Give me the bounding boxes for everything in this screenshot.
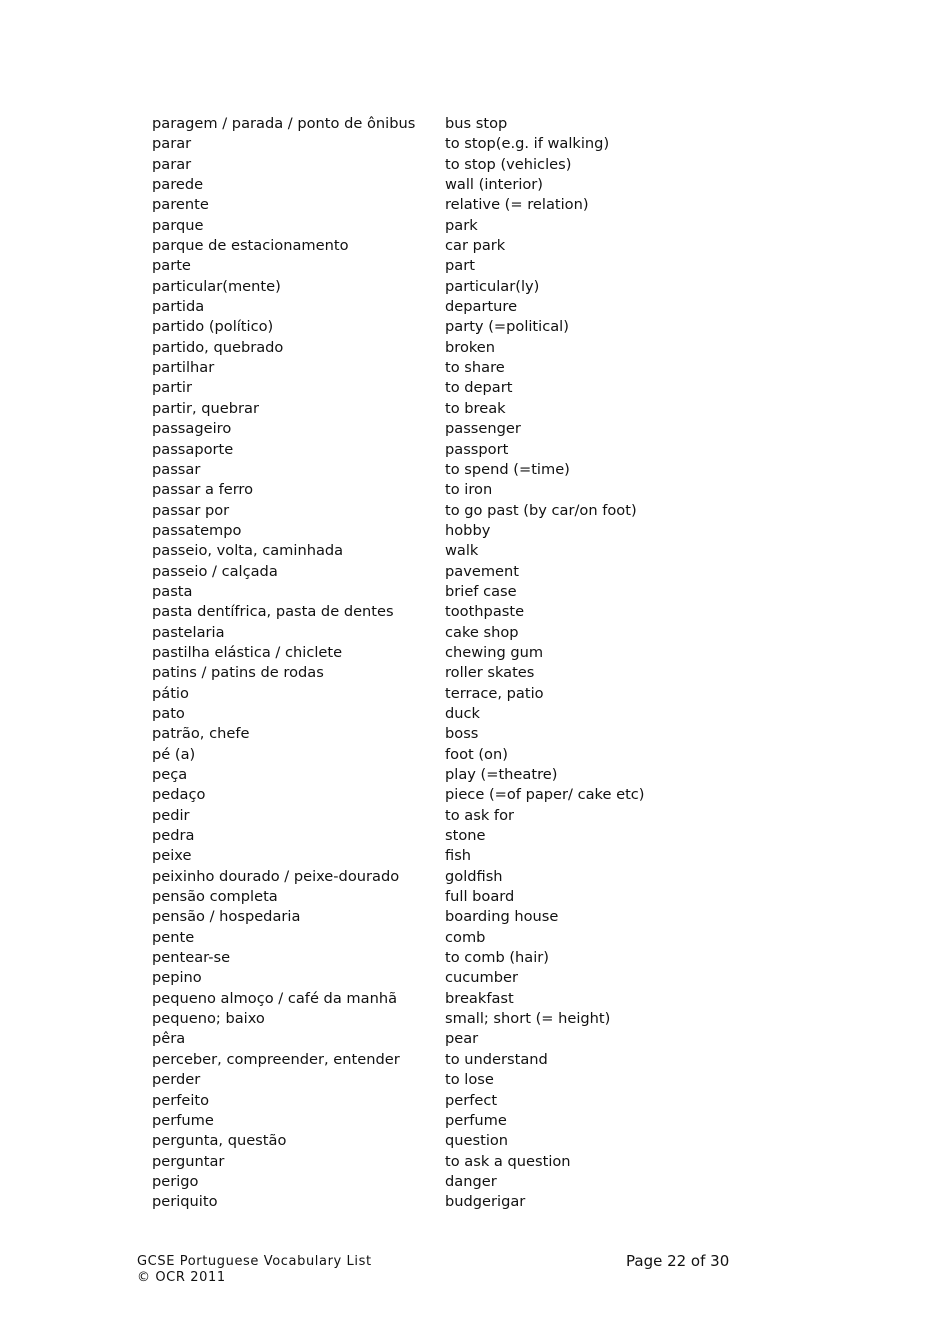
english-term: to spend (=time) [445, 460, 570, 478]
portuguese-term: passeio / calçada [152, 562, 278, 580]
portuguese-term: pastilha elástica / chiclete [152, 643, 343, 661]
vocabulary-list [152, 114, 712, 1213]
vocab-row [152, 1152, 712, 1172]
footer-title: GCSE Portuguese Vocabulary List [137, 1254, 372, 1269]
english-term: to stop(e.g. if walking) [445, 135, 610, 153]
english-term: car park [445, 237, 506, 255]
english-term: to share [445, 359, 505, 377]
footer-info [137, 1254, 372, 1286]
vocab-row [152, 846, 712, 866]
vocab-row [152, 1050, 712, 1070]
portuguese-term: pastelaria [152, 623, 225, 641]
english-term: danger [445, 1172, 497, 1190]
portuguese-term: patins / patins de rodas [152, 664, 324, 682]
english-term: particular(ly) [445, 277, 540, 295]
english-term: play (=theatre) [445, 766, 558, 783]
vocab-row [152, 704, 712, 724]
english-term: part [445, 257, 475, 275]
vocab-row [152, 216, 712, 236]
english-term: to iron [445, 481, 493, 499]
english-term: relative (= relation) [445, 196, 589, 214]
vocab-row [152, 297, 712, 317]
portuguese-term: passatempo [152, 521, 242, 539]
portuguese-term: pasta [152, 582, 193, 600]
english-term: goldfish [445, 867, 503, 885]
english-term: boss [445, 725, 479, 743]
portuguese-term: passar [152, 460, 201, 478]
page-number: Page 22 of 30 [626, 1252, 730, 1270]
vocab-row [152, 745, 712, 765]
vocab-row [152, 1009, 712, 1029]
vocab-row [152, 663, 712, 683]
vocab-row [152, 1131, 712, 1151]
portuguese-term: pato [152, 704, 185, 722]
vocab-row [152, 887, 712, 907]
portuguese-term: passageiro [152, 420, 232, 438]
english-term: brief case [445, 582, 517, 600]
english-term: fish [445, 847, 472, 865]
vocab-row [152, 399, 712, 419]
portuguese-term: partido (político) [152, 318, 274, 336]
vocab-row [152, 1111, 712, 1131]
portuguese-term: parque de estacionamento [152, 237, 349, 255]
portuguese-term: pequeno; baixo [152, 1010, 265, 1028]
vocab-row [152, 175, 712, 195]
vocab-row [152, 460, 712, 480]
english-term: full board [445, 888, 515, 906]
vocab-row [152, 541, 712, 561]
english-term: passenger [445, 420, 521, 438]
portuguese-term: passaporte [152, 440, 234, 458]
vocab-row [152, 968, 712, 988]
vocab-row [152, 440, 712, 460]
vocab-row [152, 907, 712, 927]
portuguese-term: particular(mente) [152, 277, 281, 295]
portuguese-term: pé (a) [152, 745, 196, 763]
vocab-row [152, 989, 712, 1009]
portuguese-term: parque [152, 216, 204, 234]
vocab-row [152, 195, 712, 215]
english-term: passport [445, 440, 509, 458]
portuguese-term: parar [152, 135, 192, 153]
portuguese-term: pedaço [152, 786, 206, 804]
english-term: budgerigar [445, 1193, 526, 1211]
english-term: to depart [445, 379, 513, 397]
vocab-row [152, 1029, 712, 1049]
portuguese-term: paragem / parada / ponto de ônibus [152, 115, 416, 132]
english-term: to go past (by car/on foot) [445, 501, 637, 519]
portuguese-term: peixe [152, 847, 192, 865]
portuguese-term: parar [152, 155, 192, 173]
vocab-row [152, 338, 712, 358]
vocab-row [152, 317, 712, 337]
vocab-row [152, 419, 712, 439]
portuguese-term: perfeito [152, 1091, 210, 1109]
portuguese-term: parente [152, 196, 209, 214]
english-term: party (=political) [445, 318, 569, 336]
portuguese-term: pedra [152, 827, 195, 845]
english-term: to understand [445, 1050, 548, 1068]
vocab-row [152, 134, 712, 154]
english-term: hobby [445, 521, 491, 539]
portuguese-term: patrão, chefe [152, 725, 250, 743]
portuguese-term: pente [152, 928, 195, 946]
vocab-row [152, 724, 712, 744]
portuguese-term: pêra [152, 1030, 186, 1048]
vocab-row [152, 236, 712, 256]
portuguese-term: peça [152, 766, 188, 783]
footer-copyright: © OCR 2011 [137, 1270, 226, 1285]
vocab-row [152, 867, 712, 887]
portuguese-term: partida [152, 298, 205, 316]
english-term: piece (=of paper/ cake etc) [445, 786, 645, 804]
portuguese-term: passar a ferro [152, 481, 254, 499]
vocab-row [152, 114, 712, 134]
portuguese-term: pepino [152, 969, 202, 987]
english-term: toothpaste [445, 603, 525, 621]
vocab-row [152, 1172, 712, 1192]
vocab-row [152, 277, 712, 297]
vocab-row [152, 1091, 712, 1111]
portuguese-term: perigo [152, 1172, 199, 1190]
portuguese-term: passar por [152, 501, 230, 519]
portuguese-term: parede [152, 176, 204, 194]
english-term: broken [445, 338, 496, 356]
vocab-row [152, 378, 712, 398]
vocab-row [152, 562, 712, 582]
portuguese-term: partido, quebrado [152, 338, 284, 356]
english-term: bus stop [445, 115, 508, 132]
vocab-row [152, 785, 712, 805]
vocab-row [152, 602, 712, 622]
english-term: departure [445, 298, 518, 316]
vocab-row [152, 582, 712, 602]
portuguese-term: perceber, compreender, entender [152, 1050, 400, 1068]
portuguese-term: perguntar [152, 1152, 225, 1170]
portuguese-term: perfume [152, 1111, 214, 1129]
vocab-row [152, 684, 712, 704]
portuguese-term: partir, quebrar [152, 399, 259, 417]
portuguese-term: pentear-se [152, 949, 231, 967]
vocab-row [152, 765, 712, 785]
vocab-row [152, 948, 712, 968]
portuguese-term: pensão completa [152, 888, 278, 906]
english-term: to lose [445, 1071, 494, 1089]
portuguese-term: parte [152, 257, 191, 275]
english-term: pear [445, 1030, 479, 1048]
english-term: wall (interior) [445, 176, 544, 194]
english-term: question [445, 1132, 509, 1150]
vocab-row [152, 826, 712, 846]
portuguese-term: pátio [152, 684, 189, 702]
english-term: to ask a question [445, 1152, 571, 1170]
vocab-row [152, 501, 712, 521]
english-term: boarding house [445, 908, 559, 926]
portuguese-term: pequeno almoço / café da manhã [152, 989, 398, 1007]
portuguese-term: pergunta, questão [152, 1132, 287, 1150]
english-term: perfect [445, 1091, 498, 1109]
portuguese-term: pedir [152, 806, 190, 824]
vocab-row [152, 623, 712, 643]
vocab-row [152, 1070, 712, 1090]
vocab-row [152, 256, 712, 276]
portuguese-term: partir [152, 379, 192, 397]
portuguese-term: periquito [152, 1193, 218, 1211]
portuguese-term: pensão / hospedaria [152, 908, 301, 926]
portuguese-term: peixinho dourado / peixe-dourado [152, 867, 400, 885]
portuguese-term: perder [152, 1071, 201, 1089]
english-term: park [445, 216, 478, 234]
portuguese-term: partilhar [152, 359, 215, 377]
english-term: roller skates [445, 664, 535, 682]
vocab-row [152, 155, 712, 175]
english-term: duck [445, 704, 480, 722]
portuguese-term: pasta dentífrica, pasta de dentes [152, 603, 394, 621]
english-term: cake shop [445, 623, 519, 641]
english-term: to comb (hair) [445, 949, 549, 967]
english-term: perfume [445, 1111, 507, 1129]
vocab-row [152, 1192, 712, 1212]
vocab-row [152, 643, 712, 663]
english-term: walk [445, 542, 479, 560]
english-term: to ask for [445, 806, 514, 824]
vocab-row [152, 928, 712, 948]
english-term: to break [445, 399, 506, 417]
portuguese-term: passeio, volta, caminhada [152, 542, 344, 560]
english-term: to stop (vehicles) [445, 155, 572, 173]
english-term: chewing gum [445, 643, 544, 661]
english-term: foot (on) [445, 745, 508, 763]
english-term: terrace, patio [445, 684, 544, 702]
english-term: cucumber [445, 969, 519, 987]
english-term: pavement [445, 562, 519, 580]
english-term: stone [445, 827, 486, 845]
vocab-row [152, 358, 712, 378]
vocab-row [152, 806, 712, 826]
english-term: breakfast [445, 989, 514, 1007]
english-term: comb [445, 928, 486, 946]
vocab-row [152, 480, 712, 500]
english-term: small; short (= height) [445, 1010, 611, 1028]
vocab-row [152, 521, 712, 541]
